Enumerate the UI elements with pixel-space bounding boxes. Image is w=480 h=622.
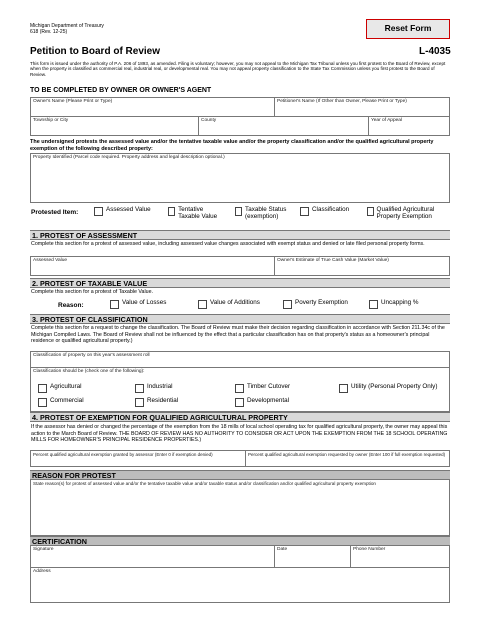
option-label: Qualified Agricultural Property Exemption — [376, 206, 435, 220]
section1-instructions: Complete this section for a protest of assessed value, including assessed value changes associated with exempt status and denied or late filed personal property forms. — [31, 241, 425, 247]
option-taxable-status[interactable] — [235, 207, 300, 221]
option-tentative-taxable-value[interactable] — [168, 207, 226, 221]
phone-label: Phone Number — [353, 547, 386, 552]
signature-field[interactable] — [31, 546, 275, 567]
exemption-requested-label: Percent qualified agricultural exemption requested by owner (Enter 100 if full exemption requested) — [248, 452, 446, 457]
checkbox[interactable] — [369, 300, 378, 309]
checkbox[interactable] — [235, 384, 244, 393]
certification-heading: CERTIFICATION — [30, 536, 450, 546]
exemption-requested-field[interactable] — [246, 451, 451, 466]
checkbox[interactable] — [367, 207, 374, 216]
option-poverty-exemption[interactable] — [283, 300, 348, 309]
checkbox[interactable] — [235, 207, 242, 216]
option-label: Developmental — [247, 397, 290, 404]
reason-field[interactable] — [30, 480, 450, 536]
township-field[interactable] — [31, 117, 199, 135]
option-commercial[interactable] — [38, 398, 84, 407]
county-label: County — [201, 118, 217, 123]
section4-instructions: If the assessor has denied or changed the percentage of the exemption from the 18 mills of local school operating tax for qualified agricultural property, the owner may appeal this action to the March Board of Review. THE BOARD OF REVIEW HAS NO AUTHORITY TO CONSIDER OR ACT UPON THE EXEMPTION FROM THE 18 SCHOOL OPERATING MILLS FOR HOMEOWNER'S PRINCIPAL RESIDENCE PROPERTIES.) — [31, 424, 448, 444]
option-label: Taxable Status (exemption) — [245, 206, 287, 220]
reason-label: Reason: — [58, 302, 84, 309]
option-label: Value of Additions — [210, 299, 260, 306]
option-residential[interactable] — [135, 398, 178, 407]
year-field[interactable] — [369, 117, 451, 135]
option-uncapping[interactable] — [369, 300, 418, 309]
property-identified-label: Property Identified (Parcel code required. Property address and legal description optional.) — [33, 155, 225, 160]
township-label: Township or City — [33, 118, 69, 123]
county-field[interactable] — [199, 117, 369, 135]
option-label: Industrial — [147, 383, 173, 390]
owner-estimate-label: Owner's Estimate of True Cash Value (Market Value) — [277, 258, 389, 263]
date-field[interactable] — [275, 546, 351, 567]
checkbox[interactable] — [198, 300, 207, 309]
checkbox[interactable] — [235, 398, 244, 407]
checkbox[interactable] — [168, 207, 175, 216]
intro-text: This form is issued under the authority of P.A. 206 of 1893, as amended. Filing is voluntary; however, you may not appeal to the Michigan Tax Tribunal unless you first protest to the Board of Review, except when the property is classified as commercial real, industrial real, or developmental real. You may not appeal property classification to the State Tax Commission unless you first protest to the Board of Review. — [30, 61, 446, 77]
assessed-value-label: Assessed Value — [33, 258, 68, 263]
option-value-of-losses[interactable] — [110, 300, 166, 309]
certification-row — [30, 546, 450, 568]
address-field[interactable] — [30, 567, 450, 603]
checkbox[interactable] — [38, 398, 47, 407]
classification-should-be-label: Classification should be (check one of the following): — [33, 369, 145, 374]
option-label: Classification — [312, 206, 350, 213]
section2-heading: 2. PROTEST OF TAXABLE VALUE — [30, 278, 450, 288]
exemption-granted-label: Percent qualified agricultural exemption granted by assessor (Enter 0 if exemption denied) — [33, 452, 213, 457]
property-identified-field[interactable] — [30, 153, 450, 203]
option-label: Value of Losses — [122, 299, 167, 306]
current-classification-field[interactable] — [30, 351, 450, 368]
owner-estimate-field[interactable] — [275, 257, 451, 275]
option-label: Assessed Value — [106, 206, 151, 213]
option-agricultural[interactable] — [38, 384, 82, 393]
form-revision: 618 (Rev. 12-25) — [30, 29, 68, 35]
option-developmental[interactable] — [235, 398, 289, 407]
checkbox[interactable] — [94, 207, 103, 216]
section4-fields — [30, 450, 450, 467]
option-label: Commercial — [50, 397, 84, 404]
option-label: Agricultural — [50, 383, 82, 390]
checkbox[interactable] — [135, 398, 144, 407]
option-assessed-value[interactable] — [94, 207, 151, 216]
owner-section-heading: TO BE COMPLETED BY OWNER OR OWNER'S AGENT — [30, 87, 212, 94]
section3-instructions: Complete this section for a request to change the classification. The Board of Review must make their decision regarding classification in accordance with Section 211.34c of the Michigan Compiled Laws. The Board of Review shall not be influenced by the effect that a particular classification has on that property's status as a homeowner's principal residence or qualified agricultural property.) — [31, 325, 445, 345]
form-code: L-4035 — [419, 46, 451, 57]
option-industrial[interactable] — [135, 384, 173, 393]
section4-heading: 4. PROTEST OF EXEMPTION FOR QUALIFIED AGRICULTURAL PROPERTY — [30, 412, 450, 422]
petitioner-name-field[interactable] — [275, 98, 451, 116]
checkbox[interactable] — [38, 384, 47, 393]
owner-row — [30, 97, 450, 117]
section1-fields — [30, 256, 450, 276]
option-label: Tentative Taxable Value — [178, 206, 218, 220]
checkbox[interactable] — [339, 384, 348, 393]
option-label: Poverty Exemption — [295, 299, 348, 306]
option-classification[interactable] — [300, 207, 349, 216]
option-label: Residential — [147, 397, 179, 404]
year-label: Year of Appeal — [371, 118, 403, 123]
agency-name: Michigan Department of Treasury — [30, 23, 104, 29]
protest-statement: The undersigned protests the assessed value and/or the tentative taxable value and/or the property classification and/or the qualified agricultural property exemption of the following described property: — [30, 139, 434, 152]
address-label: Address — [33, 569, 51, 574]
form-title: Petition to Board of Review — [30, 46, 161, 57]
signature-label: Signature — [33, 547, 54, 552]
option-label: Uncapping % — [381, 299, 419, 306]
option-utility[interactable] — [339, 384, 437, 393]
section3-heading: 3. PROTEST OF CLASSIFICATION — [30, 314, 450, 324]
checkbox[interactable] — [135, 384, 144, 393]
petitioner-name-label: Petitioner's Name (If Other than Owner, Please Print or Type) — [277, 99, 407, 104]
checkbox[interactable] — [110, 300, 119, 309]
option-timber-cutover[interactable] — [235, 384, 290, 393]
protested-item-label: Protested Item: — [31, 209, 79, 216]
date-label: Date — [277, 547, 288, 552]
location-row — [30, 116, 450, 136]
option-value-of-additions[interactable] — [198, 300, 260, 309]
checkbox[interactable] — [283, 300, 292, 309]
section1-heading: 1. PROTEST OF ASSESSMENT — [30, 230, 450, 240]
checkbox[interactable] — [300, 207, 309, 216]
reason-heading: REASON FOR PROTEST — [30, 470, 450, 480]
option-label: Timber Cutover — [247, 383, 291, 390]
phone-field[interactable] — [351, 546, 451, 567]
reason-label: State reason(s) for protest of assessed value and/or the tentative taxable value and/or taxable status and/or classification and/or qualified agricultural property exemption — [33, 481, 376, 486]
owner-name-field[interactable] — [31, 98, 275, 116]
option-qualified-agricultural[interactable] — [367, 207, 451, 221]
current-classification-label: Classification of property on this year's assessment roll — [33, 353, 150, 358]
option-label: Utility (Personal Property Only) — [351, 383, 438, 390]
exemption-granted-field[interactable] — [31, 451, 246, 466]
section2-instructions: Complete this section for a protest of Taxable Value. — [31, 289, 153, 295]
reset-form-button[interactable]: Reset Form — [366, 19, 450, 39]
owner-name-label: Owner's Name (Please Print or Type) — [33, 99, 113, 104]
assessed-value-field[interactable] — [31, 257, 275, 275]
